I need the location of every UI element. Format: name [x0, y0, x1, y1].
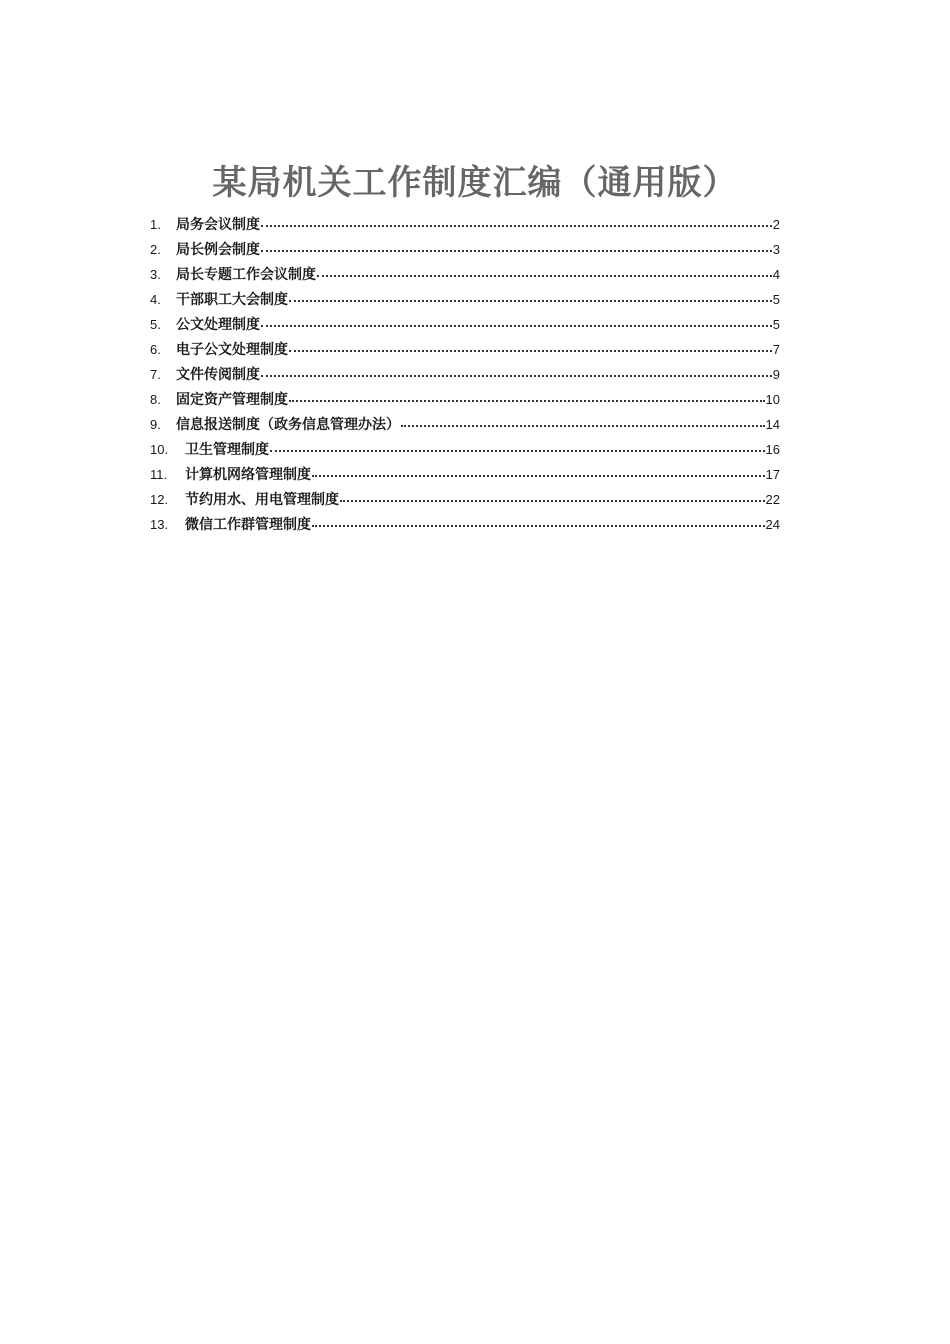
toc-entry-number: 9.	[150, 417, 161, 432]
toc-entry-number: 13.	[150, 517, 169, 532]
toc-entry-number: 1.	[150, 217, 161, 232]
toc-entry-page: 4	[772, 267, 780, 282]
toc-entry-page: 5	[772, 317, 780, 332]
toc-entry-number: 7.	[150, 367, 161, 382]
toc-entry-number: 12.	[150, 492, 169, 507]
toc-entry[interactable]	[150, 362, 780, 387]
toc-dot-leader	[261, 238, 772, 252]
toc-entry-label: 固定资产管理制度	[176, 392, 288, 408]
toc-entry-label: 局长例会制度	[176, 242, 260, 258]
toc-dot-leader	[289, 338, 772, 352]
toc-entry-page: 2	[772, 217, 780, 232]
toc-entry-page: 3	[772, 242, 780, 257]
toc-entry-label: 公文处理制度	[176, 317, 260, 333]
toc-entry-number: 4.	[150, 292, 161, 307]
toc-entry-label: 信息报送制度（政务信息管理办法）	[176, 417, 400, 433]
toc-entry-label: 计算机网络管理制度	[185, 467, 311, 483]
toc-dot-leader	[317, 263, 772, 277]
toc-dot-leader	[261, 213, 772, 227]
toc-entry-number: 10.	[150, 442, 169, 457]
toc-entry-label: 节约用水、用电管理制度	[185, 492, 339, 508]
toc-entry[interactable]	[150, 387, 780, 412]
toc-dot-leader	[289, 288, 772, 302]
toc-entry-label: 局务会议制度	[176, 217, 260, 233]
toc-entry-page: 7	[772, 342, 780, 357]
toc-dot-leader	[401, 413, 765, 427]
toc-entry-label: 干部职工大会制度	[176, 292, 288, 308]
toc-dot-leader	[312, 513, 765, 527]
toc-entry-page: 17	[765, 467, 780, 482]
toc-entry[interactable]	[150, 487, 780, 512]
toc-entry[interactable]	[150, 262, 780, 287]
toc-entry-page: 14	[765, 417, 780, 432]
toc-entry-number: 8.	[150, 392, 161, 407]
toc-entry-number: 3.	[150, 267, 161, 282]
toc-entry-number: 2.	[150, 242, 161, 257]
toc-entry-page: 22	[765, 492, 780, 507]
toc-entry[interactable]	[150, 512, 780, 537]
toc-entry-label: 局长专题工作会议制度	[176, 267, 316, 283]
toc-dot-leader	[261, 313, 772, 327]
toc-entry-page: 24	[765, 517, 780, 532]
toc-entry-label: 卫生管理制度	[185, 442, 269, 458]
toc-entry[interactable]	[150, 412, 780, 437]
toc-dot-leader	[340, 488, 765, 502]
toc-entry[interactable]	[150, 312, 780, 337]
toc-entry-number: 6.	[150, 342, 161, 357]
toc-entry[interactable]	[150, 337, 780, 362]
toc-entry-label: 文件传阅制度	[176, 367, 260, 383]
toc-entry-label: 电子公文处理制度	[176, 342, 288, 358]
toc-dot-leader	[289, 388, 765, 402]
toc-entry-page: 5	[772, 292, 780, 307]
toc-entry-number: 5.	[150, 317, 161, 332]
document-title: 某局机关工作制度汇编（通用版）	[212, 163, 738, 203]
toc-entry-page: 10	[765, 392, 780, 407]
toc-dot-leader	[270, 438, 765, 452]
toc-entry-label: 微信工作群管理制度	[185, 517, 311, 533]
toc-entry-page: 16	[765, 442, 780, 457]
toc-entry-page: 9	[772, 367, 780, 382]
toc-dot-leader	[261, 363, 772, 377]
toc-entry-number: 11.	[150, 467, 168, 482]
toc-entry[interactable]	[150, 437, 780, 462]
table-of-contents	[150, 212, 780, 537]
toc-entry[interactable]	[150, 237, 780, 262]
toc-entry[interactable]	[150, 212, 780, 237]
toc-entry[interactable]	[150, 287, 780, 312]
toc-entry[interactable]	[150, 462, 780, 487]
toc-dot-leader	[312, 463, 765, 477]
